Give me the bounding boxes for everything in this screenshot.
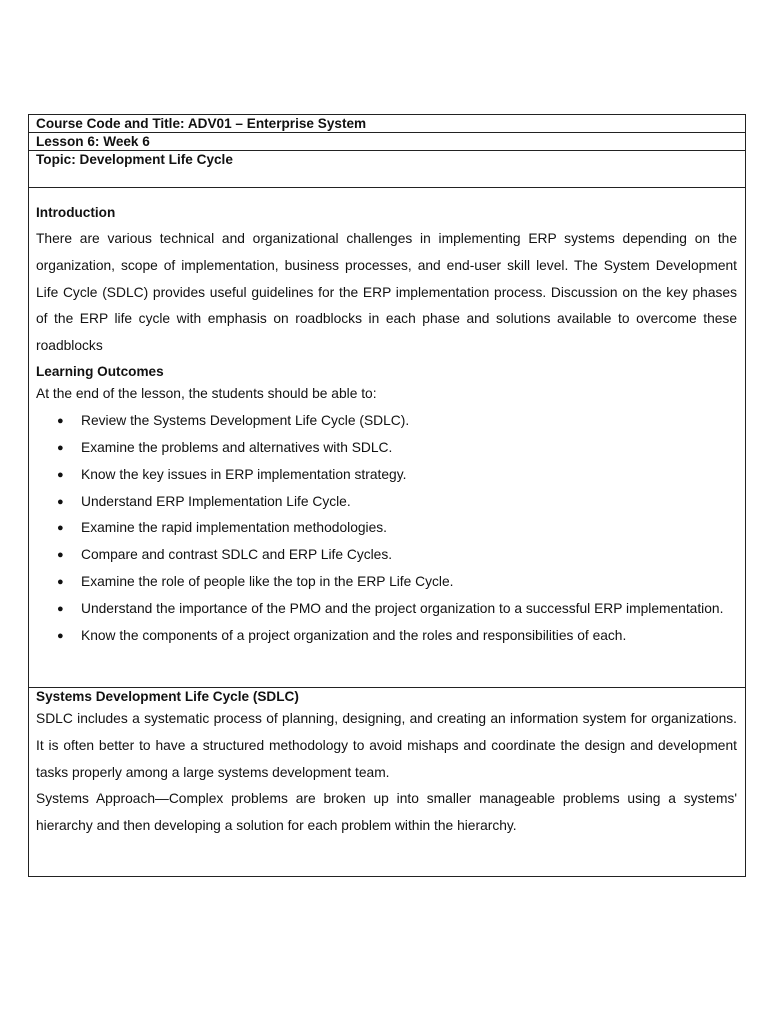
list-item: ● Understand ERP Implementation Life Cycle.: [36, 489, 737, 516]
sdlc-paragraph-1: SDLC includes a systematic process of planning, designing, and creating an information system for organizations. It is often better to have a structured methodology to avoid mishaps and coordinate the design and development tasks properly among a large systems development team.: [36, 711, 737, 780]
bullet-icon: ●: [57, 468, 64, 481]
course-title: Course Code and Title: ADV01 – Enterprise System: [36, 116, 367, 131]
list-item: ● Know the components of a project organization and the roles and responsibilities of each.: [36, 623, 737, 650]
lesson-row: [29, 133, 745, 151]
learning-outcomes-list: [36, 408, 737, 650]
list-item: ● Compare and contrast SDLC and ERP Life Cycles.: [36, 542, 737, 569]
bullet-icon: ●: [57, 549, 64, 562]
learning-outcomes-intro: At the end of the lesson, the students should be able to:: [36, 385, 377, 401]
list-item: ● Examine the role of people like the top in the ERP Life Cycle.: [36, 569, 737, 596]
topic-row: [29, 151, 745, 188]
lesson-table: [28, 114, 746, 877]
bullet-icon: ●: [57, 576, 64, 589]
introduction-heading: Introduction: [36, 205, 116, 220]
lesson-label: Lesson 6: Week 6: [36, 134, 150, 149]
course-title-row: [29, 115, 745, 133]
learning-outcomes-heading: Learning Outcomes: [36, 363, 164, 379]
list-item: ● Understand the importance of the PMO and the project organization to a successful ERP implementation.: [36, 596, 737, 623]
bullet-icon: ●: [57, 522, 64, 535]
bullet-icon: ●: [57, 495, 64, 508]
introduction-section: [29, 188, 745, 688]
bullet-icon: ●: [57, 603, 64, 616]
bullet-icon: ●: [57, 414, 64, 427]
list-item: ● Review the Systems Development Life Cycle (SDLC).: [36, 408, 737, 435]
sdlc-section: [29, 688, 745, 876]
list-item: ● Examine the problems and alternatives with SDLC.: [36, 435, 737, 462]
bullet-icon: ●: [57, 441, 64, 454]
introduction-body: There are various technical and organizational challenges in implementing ERP systems depending on the organization, scope of implementation, business processes, and end-user skill level. The System Development Life Cycle (SDLC) provides useful guidelines for the ERP implementation process. Discussion on the key phases of the ERP life cycle with emphasis on roadblocks in each phase and solutions available to overcome these roadblocks: [36, 231, 737, 354]
list-item: ● Examine the rapid implementation methodologies.: [36, 515, 737, 542]
topic-label: Topic: Development Life Cycle: [36, 152, 233, 167]
sdlc-paragraph-2: Systems Approach—Complex problems are broken up into smaller manageable problems using a systems' hierarchy and then developing a solution for each problem within the hierarchy.: [36, 791, 737, 834]
bullet-icon: ●: [57, 630, 64, 643]
list-item: ● Know the key issues in ERP implementation strategy.: [36, 462, 737, 489]
sdlc-heading: Systems Development Life Cycle (SDLC): [36, 689, 299, 704]
